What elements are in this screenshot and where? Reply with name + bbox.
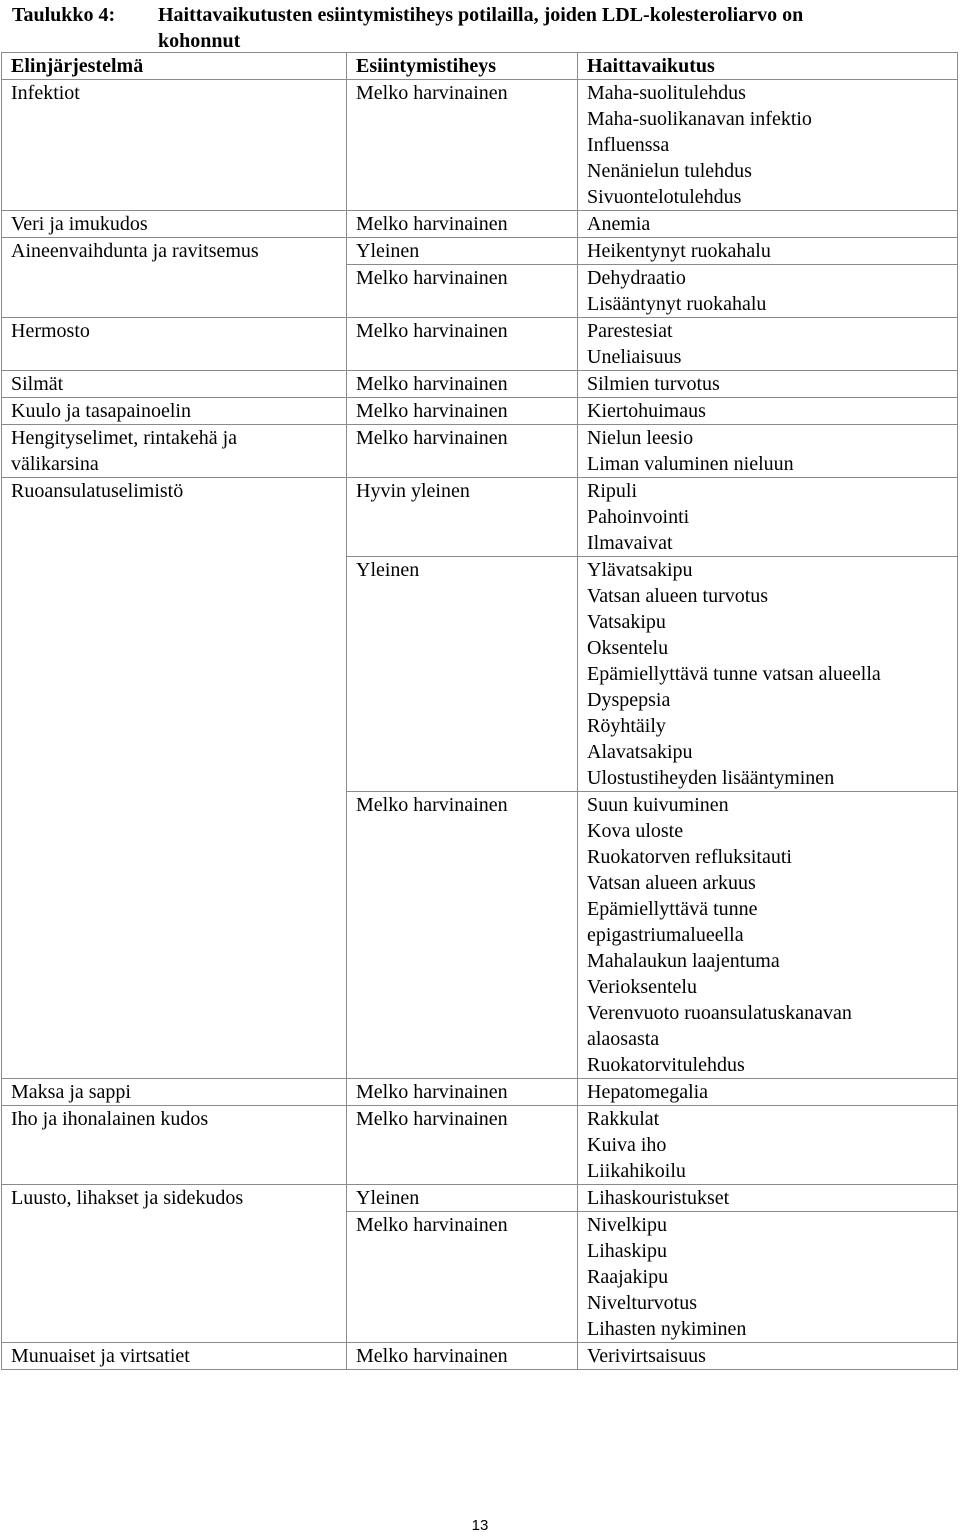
table-caption-title — [158, 2, 938, 54]
table-row — [2, 425, 958, 478]
adverse-effect: Alavatsakipu — [587, 741, 693, 763]
adverse-effect: Röyhtäily — [587, 715, 666, 737]
adverse-effect: Nivelturvotus — [587, 1292, 697, 1314]
organ-system-line: välikarsina — [11, 453, 99, 475]
organ-system-cell: Iho ja ihonalainen kudos — [2, 1106, 347, 1185]
organ-system-cell: Kuulo ja tasapainoelin — [2, 398, 347, 425]
organ-system-cell: Maksa ja sappi — [2, 1079, 347, 1106]
adverse-effect: Suun kuivuminen — [587, 794, 729, 816]
adverse-effect-cell — [578, 425, 958, 478]
adverse-effect-cell — [578, 80, 958, 211]
adverse-effect: Vatsakipu — [587, 611, 666, 633]
table-row — [2, 211, 958, 238]
adverse-effect: Dehydraatio — [587, 267, 686, 289]
adverse-effect: Ruokatorven refluksitauti — [587, 846, 792, 868]
frequency-cell: Yleinen — [347, 557, 578, 792]
organ-system-cell: Hermosto — [2, 318, 347, 371]
frequency-cell: Melko harvinainen — [347, 265, 578, 318]
organ-system-cell: Luusto, lihakset ja sidekudos — [2, 1185, 347, 1343]
adverse-effect-cell — [578, 1212, 958, 1343]
adverse-effect: Ilmavaivat — [587, 532, 673, 554]
frequency-cell: Melko harvinainen — [347, 211, 578, 238]
adverse-effect-cell — [578, 318, 958, 371]
table-caption-label: Taulukko 4: — [12, 4, 116, 26]
header-adverse-effect: Haittavaikutus — [578, 53, 958, 80]
adverse-effect: Nivelkipu — [587, 1214, 667, 1236]
frequency-cell: Yleinen — [347, 1185, 578, 1212]
adverse-effect: Epämiellyttävä tunne vatsan alueella — [587, 663, 881, 685]
frequency-cell: Yleinen — [347, 238, 578, 265]
adverse-effect: Mahalaukun laajentuma — [587, 950, 780, 972]
adverse-effect: Ripuli — [587, 480, 638, 502]
frequency-cell: Melko harvinainen — [347, 371, 578, 398]
frequency-cell: Hyvin yleinen — [347, 478, 578, 557]
adverse-effect: Raajakipu — [587, 1266, 669, 1288]
adverse-effect-cell: Verivirtsaisuus — [578, 1343, 958, 1370]
adverse-effect: epigastriumalueella — [587, 924, 744, 946]
adverse-effect-cell — [578, 557, 958, 792]
organ-system-line: Hengityselimet, rintakehä ja — [11, 427, 238, 449]
caption-title-line: kohonnut — [158, 30, 241, 52]
table-row — [2, 318, 958, 371]
caption-title-line: Haittavaikutusten esiintymistiheys potilailla, joiden LDL-kolesteroliarvo on — [158, 4, 804, 26]
adverse-effect: Rakkulat — [587, 1108, 660, 1130]
adverse-effect-cell — [578, 265, 958, 318]
adverse-effects-table — [1, 52, 958, 1370]
adverse-effect-cell: Hepatomegalia — [578, 1079, 958, 1106]
frequency-cell: Melko harvinainen — [347, 792, 578, 1079]
adverse-effect: Verioksentelu — [587, 976, 697, 998]
adverse-effect: Liikahikoilu — [587, 1160, 686, 1182]
adverse-effect: Maha-suolikanavan infektio — [587, 108, 812, 130]
organ-system-cell — [2, 425, 347, 478]
adverse-effect: Sivuontelotulehdus — [587, 186, 742, 208]
adverse-effect-cell: Kiertohuimaus — [578, 398, 958, 425]
frequency-cell: Melko harvinainen — [347, 318, 578, 371]
header-organ-system: Elinjärjestelmä — [2, 53, 347, 80]
organ-system-cell: Veri ja imukudos — [2, 211, 347, 238]
adverse-effect: Liman valuminen nieluun — [587, 453, 794, 475]
adverse-effect: Epämiellyttävä tunne — [587, 898, 758, 920]
table-row — [2, 478, 958, 557]
page-number: 13 — [471, 1517, 489, 1534]
frequency-cell: Melko harvinainen — [347, 425, 578, 478]
table-row — [2, 371, 958, 398]
frequency-cell: Melko harvinainen — [347, 398, 578, 425]
adverse-effect: Parestesiat — [587, 320, 673, 342]
adverse-effect: Ylävatsakipu — [587, 559, 693, 581]
organ-system-cell: Aineenvaihdunta ja ravitsemus — [2, 238, 347, 318]
adverse-effect: Vatsan alueen turvotus — [587, 585, 769, 607]
adverse-effect: Vatsan alueen arkuus — [587, 872, 756, 894]
table-row — [2, 1343, 958, 1370]
adverse-effect-cell — [578, 478, 958, 557]
adverse-effect-cell — [578, 1106, 958, 1185]
adverse-effect-cell: Heikentynyt ruokahalu — [578, 238, 958, 265]
table-row — [2, 1106, 958, 1185]
frequency-cell: Melko harvinainen — [347, 1079, 578, 1106]
adverse-effect: Lihasten nykiminen — [587, 1318, 747, 1340]
adverse-effect-cell — [578, 792, 958, 1079]
organ-system-cell: Silmät — [2, 371, 347, 398]
adverse-effect: Lihaskipu — [587, 1240, 667, 1262]
frequency-cell: Melko harvinainen — [347, 1343, 578, 1370]
header-frequency: Esiintymistiheys — [347, 53, 578, 80]
table-caption — [12, 0, 948, 52]
organ-system-cell: Munuaiset ja virtsatiet — [2, 1343, 347, 1370]
table-header-row — [2, 53, 958, 80]
adverse-effect: Verenvuoto ruoansulatuskanavan — [587, 1002, 852, 1024]
adverse-effect: Nielun leesio — [587, 427, 694, 449]
adverse-effect: Influenssa — [587, 134, 670, 156]
adverse-effect-cell: Silmien turvotus — [578, 371, 958, 398]
adverse-effect: Ulostustiheyden lisääntyminen — [587, 767, 835, 789]
adverse-effect: Oksentelu — [587, 637, 669, 659]
frequency-cell: Melko harvinainen — [347, 80, 578, 211]
frequency-cell: Melko harvinainen — [347, 1106, 578, 1185]
adverse-effect-cell: Lihaskouristukset — [578, 1185, 958, 1212]
table-row — [2, 1185, 958, 1212]
adverse-effect: Dyspepsia — [587, 689, 671, 711]
adverse-effect: Ruokatorvitulehdus — [587, 1054, 745, 1076]
table-row — [2, 1079, 958, 1106]
table-row — [2, 398, 958, 425]
organ-system-cell: Ruoansulatuselimistö — [2, 478, 347, 1079]
frequency-cell: Melko harvinainen — [347, 1212, 578, 1343]
adverse-effect-cell: Anemia — [578, 211, 958, 238]
adverse-effect: Pahoinvointi — [587, 506, 690, 528]
adverse-effect: Lisääntynyt ruokahalu — [587, 293, 767, 315]
table-row — [2, 238, 958, 265]
table-row — [2, 80, 958, 211]
adverse-effect: Maha-suolitulehdus — [587, 82, 746, 104]
adverse-effect: Kova uloste — [587, 820, 684, 842]
organ-system-cell: Infektiot — [2, 80, 347, 211]
adverse-effect: Uneliaisuus — [587, 346, 682, 368]
adverse-effect: alaosasta — [587, 1028, 660, 1050]
adverse-effect: Nenänielun tulehdus — [587, 160, 752, 182]
adverse-effect: Kuiva iho — [587, 1134, 667, 1156]
